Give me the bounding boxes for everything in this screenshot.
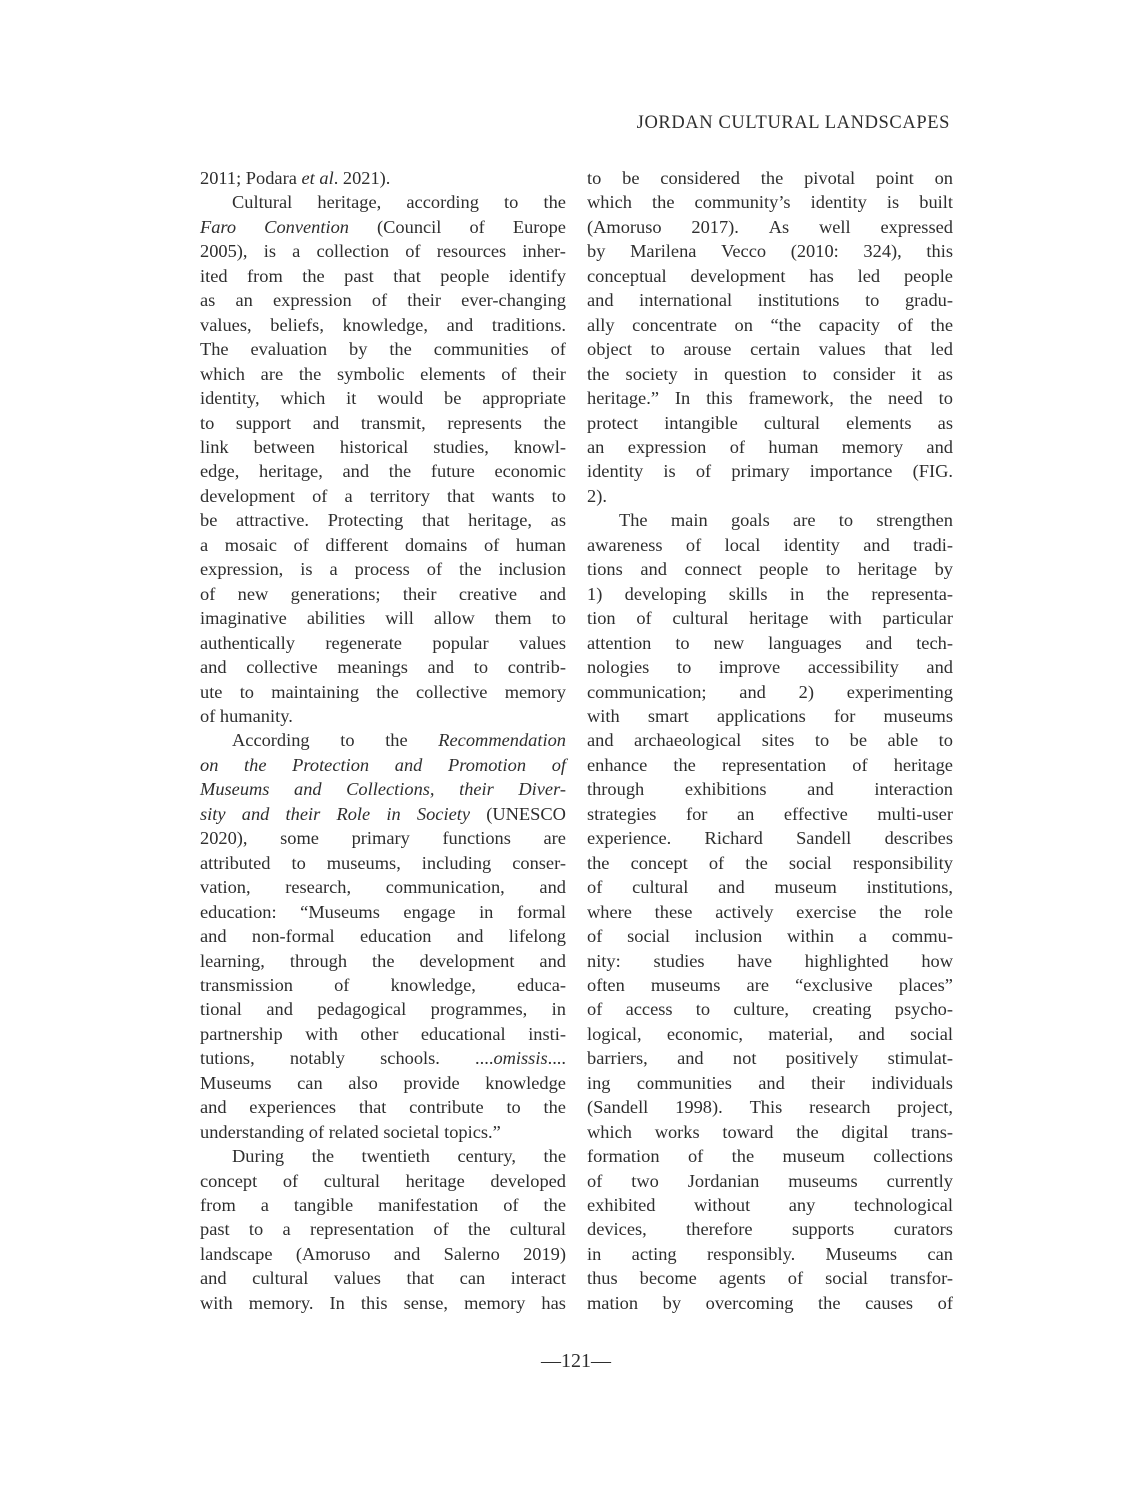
text-line: 2). (587, 485, 607, 506)
text-line: often museums are “exclusive places” (587, 974, 953, 995)
text-line: with smart applications for museums (587, 705, 953, 726)
text-line: tutions, notably schools. ....omissis.... (200, 1048, 566, 1069)
text-line: edge, heritage, and the future economic (200, 461, 566, 482)
text-line: Faro Convention (Council of Europe (200, 216, 566, 237)
text-line: ally concentrate on “the capacity of the (587, 314, 953, 335)
text-line: (Sandell 1998). This research project, (587, 1097, 953, 1118)
page-number: —121— (541, 1350, 611, 1372)
text-line: nity: studies have highlighted how (587, 950, 953, 971)
text-line: identity is of primary importance (FIG. (587, 461, 953, 482)
text-line: exhibited without any technological (587, 1195, 953, 1216)
text-line: which the community’s identity is built (587, 192, 953, 213)
text-line: mation by overcoming the causes of (587, 1292, 953, 1313)
text-line: heritage.” In this framework, the need to (587, 388, 953, 409)
text-line: on the Protection and Promotion of (200, 754, 566, 775)
text-line: The evaluation by the communities of (200, 339, 566, 360)
text-line: of new generations; their creative and (200, 583, 566, 604)
text-line: of access to culture, creating psycho- (587, 999, 953, 1020)
text-line: with memory. In this sense, memory has (200, 1292, 566, 1313)
text-line: nologies to improve accessibility and (587, 657, 953, 678)
text-line: where these actively exercise the role (587, 901, 953, 922)
text-line: 2011; Podara et al. 2021). (200, 168, 391, 188)
text-line: Cultural heritage, according to the (232, 192, 566, 213)
text-line: ing communities and their individuals (587, 1072, 953, 1093)
text-line: of humanity. (200, 705, 293, 726)
text-line: the society in question to consider it as (587, 363, 953, 384)
text-line: attributed to museums, including conser- (200, 852, 566, 873)
text-line: During the twentieth century, the (232, 1146, 566, 1167)
text-line: and cultural values that can interact (200, 1268, 566, 1289)
text-line: thus become agents of social transfor- (587, 1268, 953, 1289)
text-column-left (200, 166, 566, 1315)
text-line: attention to new languages and tech- (587, 632, 953, 653)
text-line: (Amoruso 2017). As well expressed (587, 216, 953, 237)
text-line: partnership with other educational insti- (200, 1023, 566, 1044)
text-line: and experiences that contribute to the (200, 1097, 566, 1118)
text-line: through exhibitions and interaction (587, 779, 953, 800)
text-line: 2005), is a collection of resources inher- (200, 241, 566, 262)
text-line: enhance the representation of heritage (587, 754, 953, 775)
text-line: tions and connect people to heritage by (587, 559, 953, 580)
text-line: education: “Museums engage in formal (200, 901, 566, 922)
text-line: Museums can also provide knowledge (200, 1072, 566, 1093)
text-line: imaginative abilities will allow them to (200, 608, 566, 629)
text-column-right (587, 166, 953, 1315)
text-line: protect intangible cultural elements as (587, 412, 953, 433)
text-line: devices, therefore supports curators (587, 1219, 953, 1240)
text-line: expression, is a process of the inclusion (200, 559, 566, 580)
text-line: to be considered the pivotal point on (587, 168, 953, 188)
text-line: of social inclusion within a commu- (587, 926, 953, 947)
text-line: a mosaic of different domains of human (200, 534, 566, 555)
text-line: vation, research, communication, and (200, 877, 566, 898)
text-line: experience. Richard Sandell describes (587, 828, 953, 849)
text-line: in acting responsibly. Museums can (587, 1243, 953, 1264)
text-line: of two Jordanian museums currently (587, 1170, 953, 1191)
text-line: conceptual development has led people (587, 265, 953, 286)
text-line: 1) developing skills in the representa- (587, 583, 953, 604)
text-line: tion of cultural heritage with particular (587, 608, 953, 629)
text-line: object to arouse certain values that led (587, 339, 953, 360)
text-line: Museums and Collections, their Diver- (200, 779, 566, 800)
text-line: understanding of related societal topics.” (200, 1121, 501, 1142)
text-line: be attractive. Protecting that heritage, as (200, 510, 566, 531)
text-line: and archaeological sites to be able to (587, 730, 953, 751)
text-line: strategies for an effective multi-user (587, 803, 953, 824)
text-line: the concept of the social responsibility (587, 852, 953, 873)
text-line: and non-formal education and lifelong (200, 926, 566, 947)
text-line: transmission of knowledge, educa- (200, 974, 566, 995)
text-line: as an expression of their ever-changing (200, 290, 566, 311)
text-line: link between historical studies, knowl- (200, 436, 566, 457)
text-line: formation of the museum collections (587, 1146, 953, 1167)
text-line: from a tangible manifestation of the (200, 1195, 566, 1216)
text-line: past to a representation of the cultural (200, 1219, 566, 1240)
text-line: and international institutions to gradu- (587, 290, 953, 311)
text-line: of cultural and museum institutions, (587, 877, 953, 898)
text-line: The main goals are to strengthen (619, 510, 953, 531)
text-line: sity and their Role in Society (UNESCO (200, 803, 566, 824)
text-line: tional and pedagogical programmes, in (200, 999, 566, 1020)
text-line: values, beliefs, knowledge, and traditions. (200, 314, 566, 335)
text-line: concept of cultural heritage developed (200, 1170, 566, 1191)
running-header: JORDAN CULTURAL LANDSCAPES (636, 113, 950, 133)
text-line: 2020), some primary functions are (200, 828, 566, 849)
text-line: which works toward the digital trans- (587, 1121, 953, 1142)
text-line: landscape (Amoruso and Salerno 2019) (200, 1243, 566, 1264)
text-line: learning, through the development and (200, 950, 566, 971)
text-line: to support and transmit, represents the (200, 412, 566, 433)
text-line: barriers, and not positively stimulat- (587, 1048, 953, 1069)
text-line: by Marilena Vecco (2010: 324), this (587, 241, 953, 262)
text-line: According to the Recommendation (232, 730, 566, 751)
text-line: which are the symbolic elements of their (200, 363, 566, 384)
text-line: development of a territory that wants to (200, 485, 566, 506)
text-line: an expression of human memory and (587, 436, 953, 457)
text-line: ute to maintaining the collective memory (200, 681, 566, 702)
text-line: and collective meanings and to contrib- (200, 657, 566, 678)
text-line: identity, which it would be appropriate (200, 388, 566, 409)
text-line: awareness of local identity and tradi- (587, 534, 953, 555)
text-line: logical, economic, material, and social (587, 1023, 953, 1044)
text-line: authentically regenerate popular values (200, 632, 566, 653)
text-line: ited from the past that people identify (200, 265, 566, 286)
text-line: communication; and 2) experimenting (587, 681, 953, 702)
